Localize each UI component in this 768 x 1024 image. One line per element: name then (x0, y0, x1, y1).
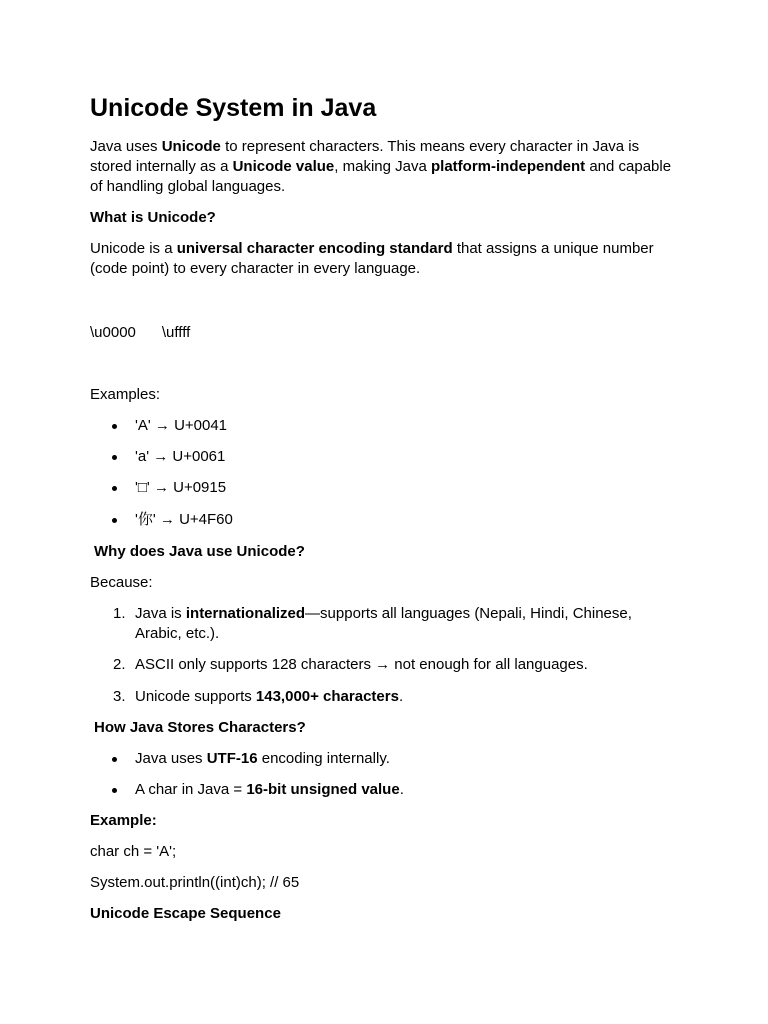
list-number: 1. (113, 605, 126, 622)
bullet-icon (112, 757, 117, 762)
reason-post: . (398, 688, 404, 705)
reason-pre: ASCII only supports 128 characters → not enough for all languages. (135, 656, 588, 673)
storage-text (135, 749, 390, 769)
intro-bold-unicode-value: Unicode value (232, 158, 335, 175)
storage-text (135, 780, 404, 800)
range-end: \uffff (161, 324, 191, 341)
example-text: '□' → U+0915 (135, 479, 227, 496)
what-is-unicode-heading: What is Unicode? (90, 209, 216, 226)
storage-post: encoding internally. (257, 750, 390, 767)
what-is-unicode-paragraph (90, 239, 680, 279)
reason-post: —supports all languages (Nepali, Hindi, Chinese, Arabic, etc.). (135, 605, 632, 642)
range-start: \u0000 (90, 324, 136, 341)
list-number: 3. (113, 688, 126, 705)
bullet-icon (112, 486, 117, 491)
bullet-icon (112, 455, 117, 460)
reason-text (135, 687, 655, 707)
how-java-stores-heading: How Java Stores Characters? (94, 719, 306, 736)
storage-post: . (399, 781, 404, 798)
code-line: char ch = 'A'; (90, 843, 177, 860)
example-text: 'a' → U+0061 (135, 448, 226, 465)
reason-bold: 143,000+ characters (255, 688, 399, 705)
reason-pre: Unicode supports (135, 688, 256, 705)
example-heading: Example: (90, 812, 157, 829)
intro-text-2: to represent characters. This means every character in Java is stored internally as a (90, 138, 640, 175)
reason-text (135, 655, 655, 675)
escape-sequence-heading: Unicode Escape Sequence (90, 905, 281, 922)
storage-bold: UTF-16 (206, 750, 258, 767)
list-number: 2. (113, 656, 126, 673)
storage-pre: A char in Java = (135, 781, 247, 798)
intro-bold-platform-independent: platform-independent (431, 158, 586, 175)
reason-text (135, 604, 655, 644)
bullet-icon (112, 788, 117, 793)
what-text-1: Unicode is a (90, 240, 177, 257)
example-text: 'A' → U+0041 (135, 417, 228, 434)
intro-text-3: , making Java (334, 158, 431, 175)
example-text: '你' → U+4F60 (135, 511, 233, 528)
what-bold-standard: universal character encoding standard (176, 240, 453, 257)
unicode-range-line (90, 323, 190, 343)
why-java-unicode-heading: Why does Java use Unicode? (94, 543, 305, 560)
bullet-icon (112, 424, 117, 429)
page-title: Unicode System in Java (90, 94, 377, 122)
intro-text-1: Java uses (90, 138, 162, 155)
reason-bold: internationalized (185, 605, 306, 622)
intro-bold-unicode: Unicode (161, 138, 221, 155)
bullet-icon (112, 518, 117, 523)
intro-text-4: and capable of handling global languages. (90, 158, 672, 195)
because-label: Because: (90, 574, 153, 591)
what-text-2: that assigns a unique number (code point) to every character in every language. (90, 240, 654, 277)
code-line: System.out.println((int)ch); // 65 (90, 874, 300, 891)
storage-bold: 16-bit unsigned value (246, 781, 400, 798)
intro-paragraph (90, 137, 680, 197)
reason-pre: Java is (135, 605, 186, 622)
examples-label: Examples: (90, 386, 161, 403)
storage-pre: Java uses (135, 750, 207, 767)
